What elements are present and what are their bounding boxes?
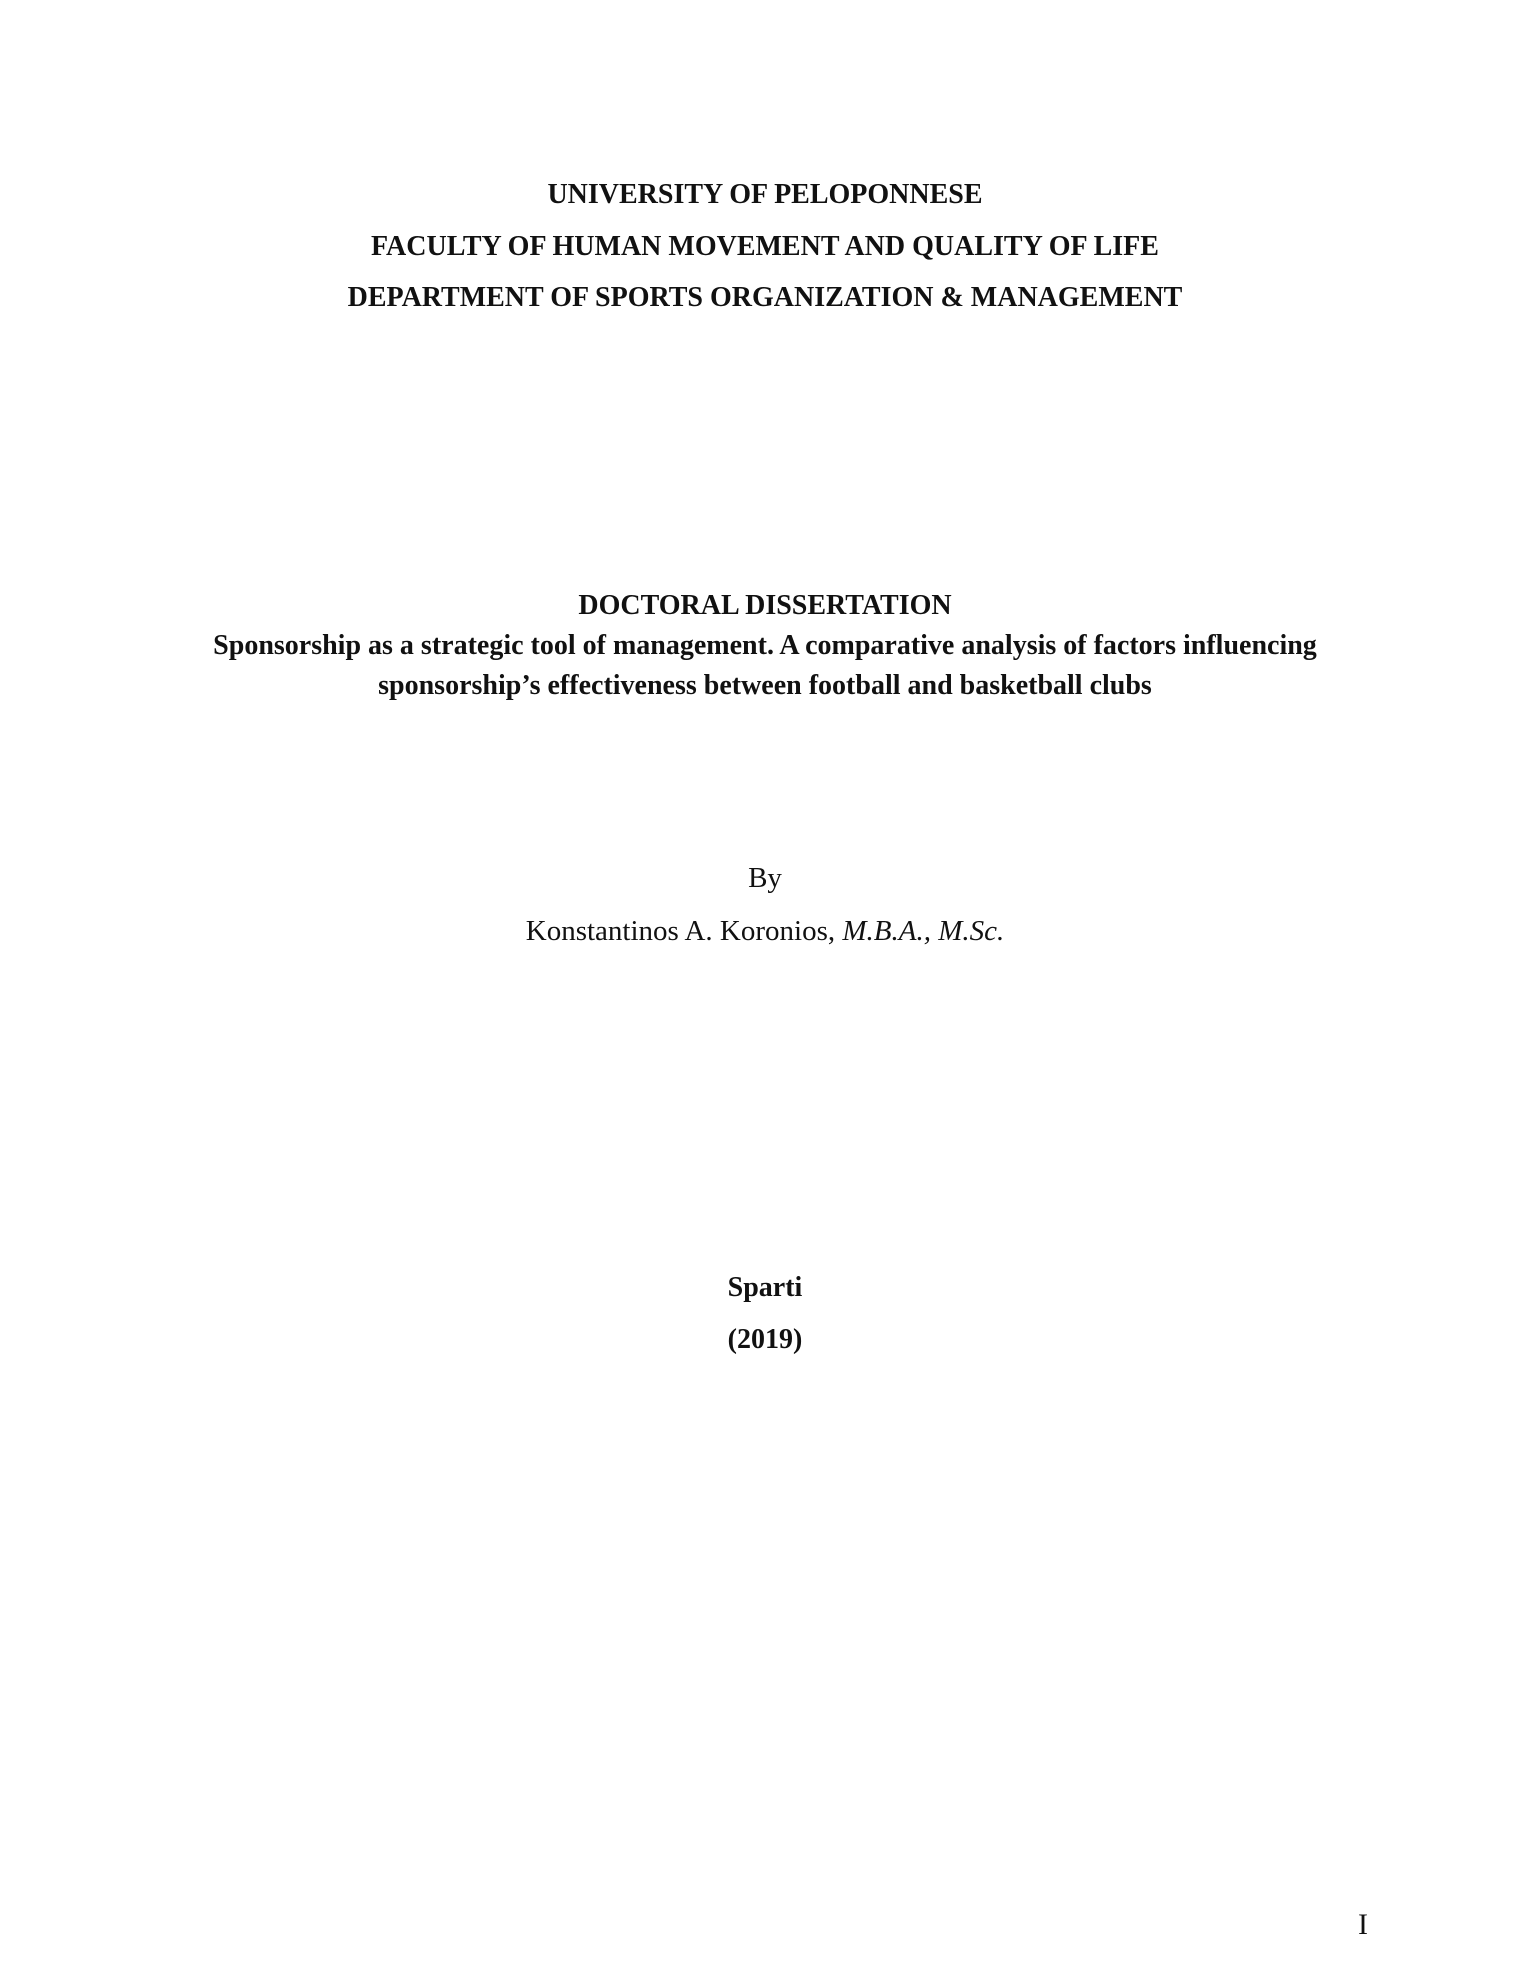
department-name: DEPARTMENT OF SPORTS ORGANIZATION & MANAGEMENT [347, 282, 1183, 313]
place: Sparti [727, 1272, 803, 1303]
dissertation-title-line-1: Sponsorship as a strategic tool of management. A comparative analysis of factors influencing [213, 630, 1317, 661]
dissertation-type: DOCTORAL DISSERTATION [578, 590, 952, 621]
year: (2019) [727, 1324, 803, 1355]
by-label: By [748, 862, 782, 894]
author-name: Konstantinos A. Koronios, [525, 915, 836, 947]
faculty-name: FACULTY OF HUMAN MOVEMENT AND QUALITY OF LIFE [371, 231, 1159, 262]
page-number: I [1358, 1908, 1368, 1941]
dissertation-title-line-2: sponsorship’s effectiveness between football and basketball clubs [378, 670, 1152, 701]
author-line [0, 913, 1530, 949]
author-credentials: M.B.A., M.Sc. [842, 915, 1005, 947]
university-name: UNIVERSITY OF PELOPONNESE [547, 179, 983, 210]
